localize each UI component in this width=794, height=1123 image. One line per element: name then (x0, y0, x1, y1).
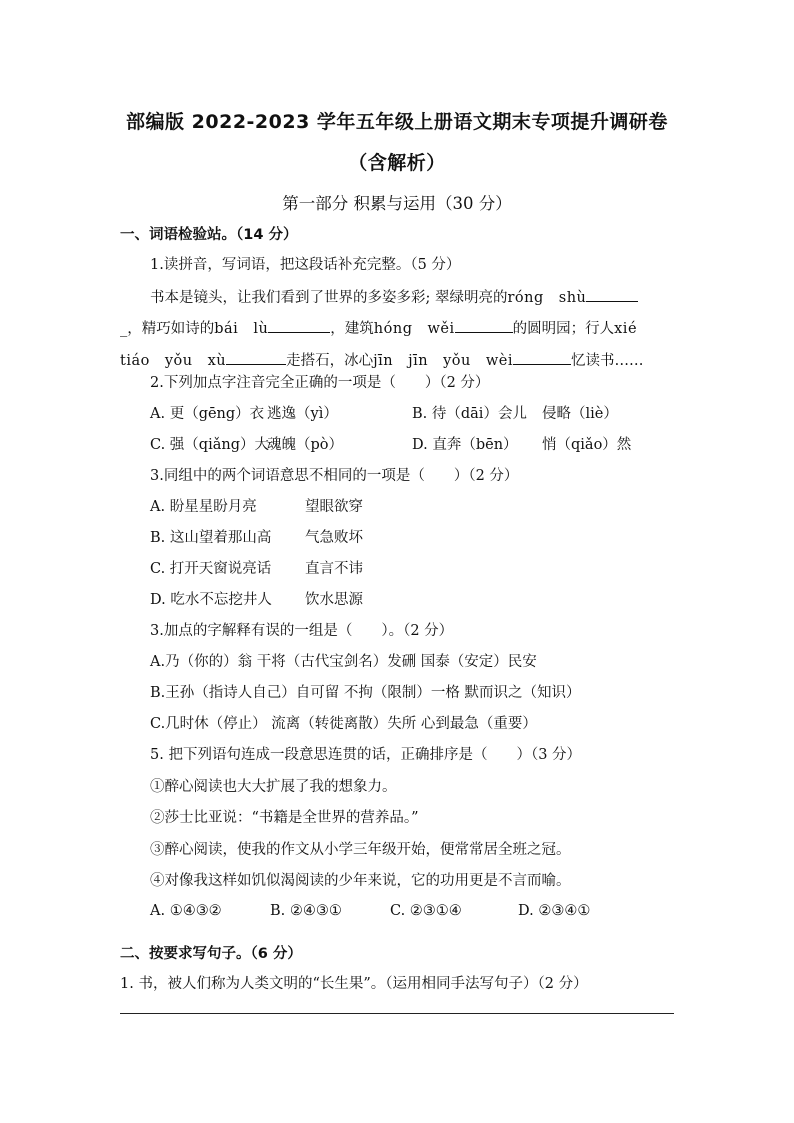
s2-q1-prompt: 1. 书，被人们称为人类文明的“长生果”。（运用相同手法写句子）（2 分） (120, 976, 588, 992)
answer-blank[interactable] (513, 350, 571, 365)
choice-c: C. ②③①④ (390, 903, 462, 919)
answer-blank[interactable] (586, 287, 638, 302)
q5-sentence-3: ③醉心阅读，使我的作文从小学三年级开始，便常常居全班之冠。 (150, 842, 571, 858)
q5-choices (150, 901, 590, 921)
option-phrase: B. 这山望着那山高 (150, 530, 272, 546)
option-b-word1: B. 待（dāi）会儿 (412, 406, 527, 422)
choice-d: D. ②③④① (518, 903, 591, 919)
option-phrase: A. 盼星星盼月亮 (150, 499, 257, 515)
q5-prompt: 5. 把下列语句连成一段意思连贯的话，正确排序是（ ）（3 分） (150, 747, 582, 763)
q4-option-c: C.几时休（停止） 流离（转徙离散）失所 心到最急（重要） (150, 716, 537, 732)
section2-heading: 二、按要求写句子。（6 分） (120, 946, 302, 962)
pinyin: jīn jīn yǒu wèi (373, 353, 513, 369)
option-d-word2: 悄（qiǎo）然 (542, 437, 632, 453)
option-b-word2: 侵略（liè） (542, 406, 618, 422)
q5-sentence-2: ②莎士比亚说：“书籍是全世界的营养品。” (150, 810, 419, 826)
option-c-word2: 魂魄（pò） (267, 437, 344, 453)
q1-text: _，精巧如诗的 (120, 321, 215, 337)
pinyin: hóng wěi (373, 321, 455, 337)
q4-option-a: A.乃（你的）翁 干将（古代宝剑名）发硎 国泰（安定）民安 (150, 654, 537, 670)
option-phrase: 气急败坏 (305, 530, 363, 546)
answer-blank[interactable] (455, 318, 513, 333)
option-phrase: 直言不讳 (305, 561, 363, 577)
q5-sentence-1: ①醉心阅读也大大扩展了我的想象力。 (150, 779, 397, 795)
section1-heading: 一、词语检验站。（14 分） (120, 227, 298, 243)
doc-subtitle: （含解析） (348, 152, 446, 174)
q1-text: 忆读书…… (570, 353, 644, 369)
choice-a: A. ①④③② (150, 903, 222, 919)
doc-title: 部编版 2022-2023 学年五年级上册语文期末专项提升调研卷 (126, 111, 668, 133)
q1-prompt: 1.读拼音，写词语，把这段话补充完整。（5 分） (150, 257, 461, 273)
choice-b: B. ②④③① (270, 903, 342, 919)
option-a-word1: A. 更（gēng）衣 (150, 406, 265, 422)
option-phrase: D. 吃水不忘挖井人 (150, 592, 272, 608)
q1-line3 (120, 350, 643, 371)
q1-text: ，建筑 (330, 321, 374, 337)
option-c-word1: C. 强（qiǎng）大 (150, 437, 269, 453)
pinyin: róng shù (507, 290, 587, 306)
q3-option-d (150, 590, 363, 610)
q5-sentence-4: ④对像我这样如饥似渴阅读的少年来说，它的功用更是不言而喻。 (150, 873, 571, 889)
q1-line1 (150, 287, 638, 308)
q1-text: 的圆明园；行人 (512, 321, 615, 337)
q3-option-c (150, 559, 363, 579)
pinyin: xié (614, 321, 638, 337)
option-phrase: 饮水思源 (305, 592, 363, 608)
q1-text: 书本是镜头，让我们看到了世界的多姿多彩; 翠绿明亮的 (150, 290, 508, 306)
q3-option-b (150, 528, 363, 548)
q4-prompt: 3.加点的字解释有误的一组是（ ）。（2 分） (150, 623, 454, 639)
option-phrase: C. 打开天窗说亮话 (150, 561, 272, 577)
option-d-word1: D. 直奔（bēn） (412, 437, 518, 453)
q3-option-a (150, 497, 363, 517)
answer-line[interactable] (120, 1013, 674, 1014)
answer-blank[interactable] (268, 318, 330, 333)
q3-prompt: 3.同组中的两个词语意思不相同的一项是（ ）（2 分） (150, 468, 519, 484)
q4-option-b: B.王孙（指诗人自己）自可留 不拘（限制）一格 默而识之（知识） (150, 685, 581, 701)
q2-prompt: 2.下列加点字注音完全正确的一项是（ ）（2 分） (150, 375, 490, 391)
q1-text: 走搭石，冰心 (286, 353, 374, 369)
answer-blank[interactable] (226, 350, 286, 365)
q2-row1 (150, 404, 618, 424)
option-a-word2: 逃逸（yì） (267, 406, 338, 422)
part-heading: 第一部分 积累与运用（30 分） (282, 194, 512, 213)
pinyin: bái lù (214, 321, 269, 337)
option-phrase: 望眼欲穿 (305, 499, 363, 515)
pinyin: tiáo yǒu xù (120, 353, 227, 369)
q2-row2 (150, 435, 631, 455)
q1-line2 (120, 318, 637, 339)
